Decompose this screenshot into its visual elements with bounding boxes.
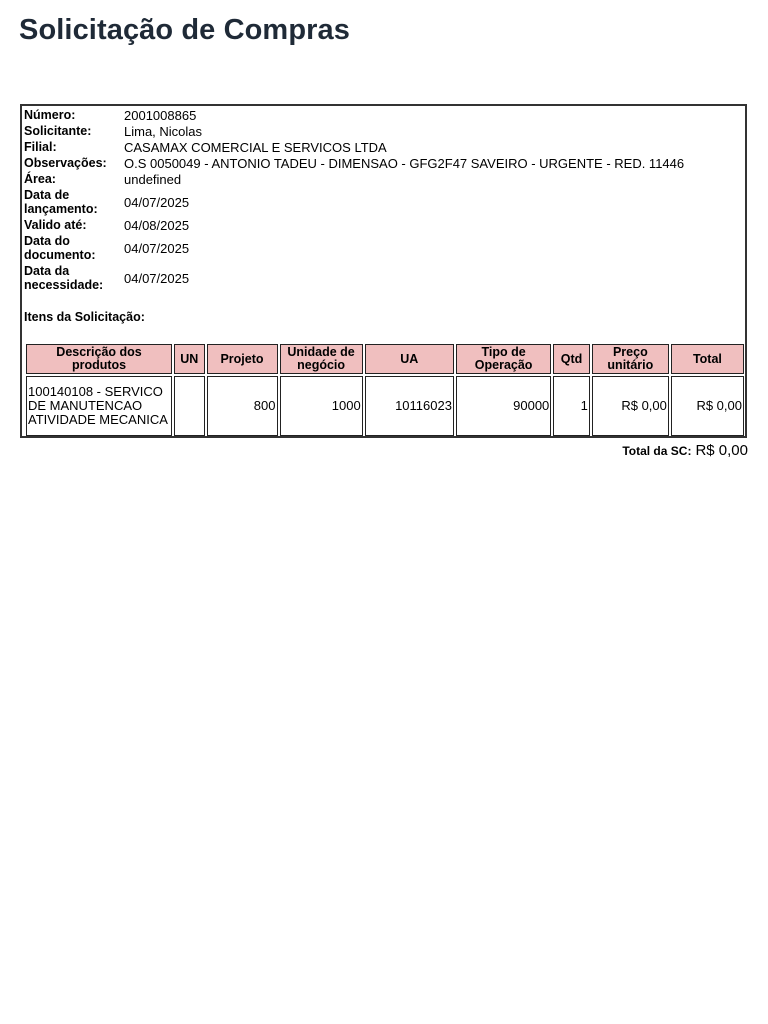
info-row-observacoes	[24, 155, 744, 171]
column-header-ua: UA	[365, 344, 454, 374]
request-info	[24, 107, 744, 293]
info-value: 04/08/2025	[124, 217, 190, 233]
table-row	[26, 376, 744, 436]
cell-ua: 10116023	[365, 376, 454, 436]
request-document	[20, 104, 747, 438]
column-header-unidade-negocio: Unidade de negócio	[280, 344, 363, 374]
cell-projeto: 800	[207, 376, 278, 436]
page-title: Solicitação de Compras	[19, 14, 350, 46]
column-header-total: Total	[671, 344, 744, 374]
total-value: R$ 0,00	[695, 442, 748, 459]
info-row-data-documento	[24, 233, 744, 263]
column-header-descricao: Descrição dos produtos	[26, 344, 172, 374]
cell-preco-unitario: R$ 0,00	[592, 376, 669, 436]
request-total	[622, 442, 748, 459]
info-label: Valido até:	[24, 218, 87, 232]
column-header-projeto: Projeto	[207, 344, 278, 374]
info-row-valido-ate	[24, 217, 744, 233]
column-header-tipo-operacao: Tipo de Operação	[456, 344, 551, 374]
cell-qtd: 1	[553, 376, 590, 436]
info-label: Observações:	[24, 156, 107, 170]
cell-un	[174, 376, 204, 436]
cell-total: R$ 0,00	[671, 376, 744, 436]
cell-descricao: 100140108 - SERVICO DE MANUTENCAO ATIVIDADE MECANICA	[26, 376, 172, 436]
cell-unidade-negocio: 1000	[280, 376, 363, 436]
info-label: Área:	[24, 172, 56, 186]
total-label: Total da SC:	[622, 444, 692, 458]
info-row-data-lancamento	[24, 187, 744, 217]
items-header-row	[26, 344, 744, 374]
column-header-preco-unitario: Preço unitário	[592, 344, 669, 374]
info-value: 04/07/2025	[124, 240, 190, 256]
column-header-un: UN	[174, 344, 204, 374]
info-row-data-necessidade	[24, 263, 744, 293]
items-heading: Itens da Solicitação:	[24, 310, 145, 324]
info-value: 2001008865	[124, 107, 197, 123]
info-label: Filial:	[24, 140, 57, 154]
info-label: Data do documento:	[24, 234, 96, 262]
info-label: Número:	[24, 108, 76, 122]
cell-tipo-operacao: 90000	[456, 376, 551, 436]
info-row-solicitante	[24, 123, 744, 139]
info-value: Lima, Nicolas	[124, 123, 203, 139]
items-table	[24, 342, 746, 438]
column-header-qtd: Qtd	[553, 344, 590, 374]
info-label: Data da necessidade:	[24, 264, 104, 292]
info-row-area	[24, 171, 744, 187]
info-row-filial	[24, 139, 744, 155]
info-value: CASAMAX COMERCIAL E SERVICOS LTDA	[124, 139, 387, 155]
info-row-numero	[24, 107, 744, 123]
info-value: 04/07/2025	[124, 194, 190, 210]
info-value: O.S 0050049 - ANTONIO TADEU - DIMENSAO - GFG2F47 SAVEIRO - URGENTE - RED. 11446	[124, 155, 685, 171]
info-label: Data de lançamento:	[24, 188, 98, 216]
info-value: undefined	[124, 171, 182, 187]
info-value: 04/07/2025	[124, 270, 190, 286]
info-label: Solicitante:	[24, 124, 92, 138]
